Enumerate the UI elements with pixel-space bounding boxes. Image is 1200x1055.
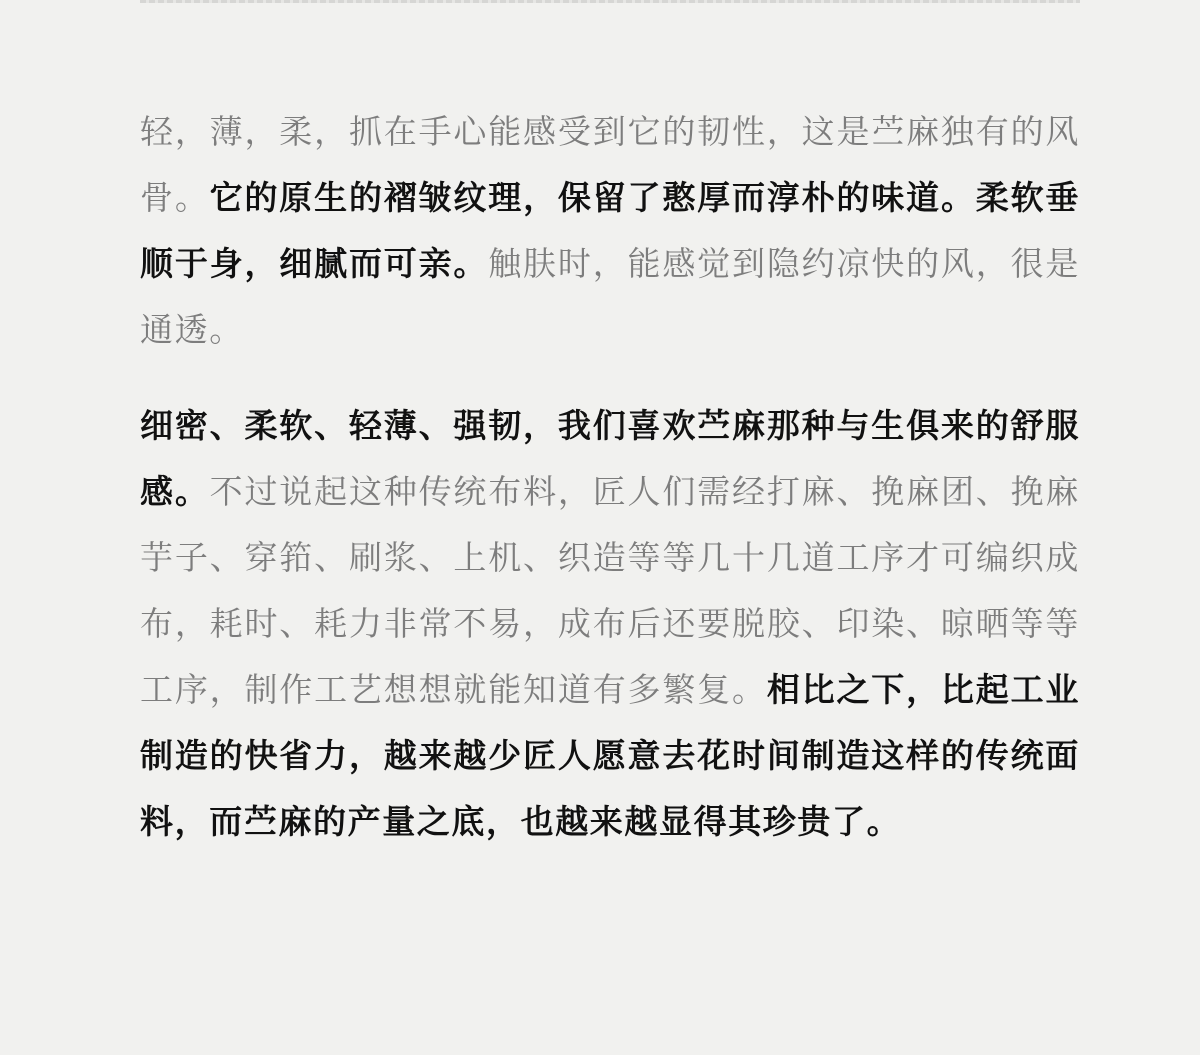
text-run-emphasis: 它的原生的褶皱纹理，保留了憨厚而淳朴的味道。柔软垂顺于身，细腻而可亲。 bbox=[140, 178, 1081, 283]
paragraph-craft bbox=[140, 393, 1080, 855]
article-body bbox=[140, 99, 1080, 855]
text-run: 轻，薄，柔，抓在手心能感受到它的韧性，这是苎麻独有的风骨。 bbox=[140, 112, 1080, 217]
text-run-emphasis: 相比之下，比起工业制造的快省力，越来越少匠人愿意去花时间制造这样的传统面料，而苎麻的产量之底，也越来越显得其珍贵了。 bbox=[140, 670, 1080, 841]
text-run: 不过说起这种传统布料，匠人们需经打麻、挽麻团、挽麻芋子、穿筘、刷浆、上机、织造等等几十几道工序才可编织成布，耗时、耗力非常不易，成布后还要脱胶、印染、晾晒等等工序，制作工艺想想就能知道有多繁复。 bbox=[140, 472, 1081, 709]
text-run: 触肤时，能感觉到隐约凉快的风，很是通透。 bbox=[140, 244, 1081, 349]
text-run-emphasis: 细密、柔软、轻薄、强韧，我们喜欢苎麻那种与生俱来的舒服感。 bbox=[140, 406, 1080, 511]
paragraph-texture bbox=[140, 99, 1080, 363]
top-divider bbox=[140, 0, 1080, 3]
